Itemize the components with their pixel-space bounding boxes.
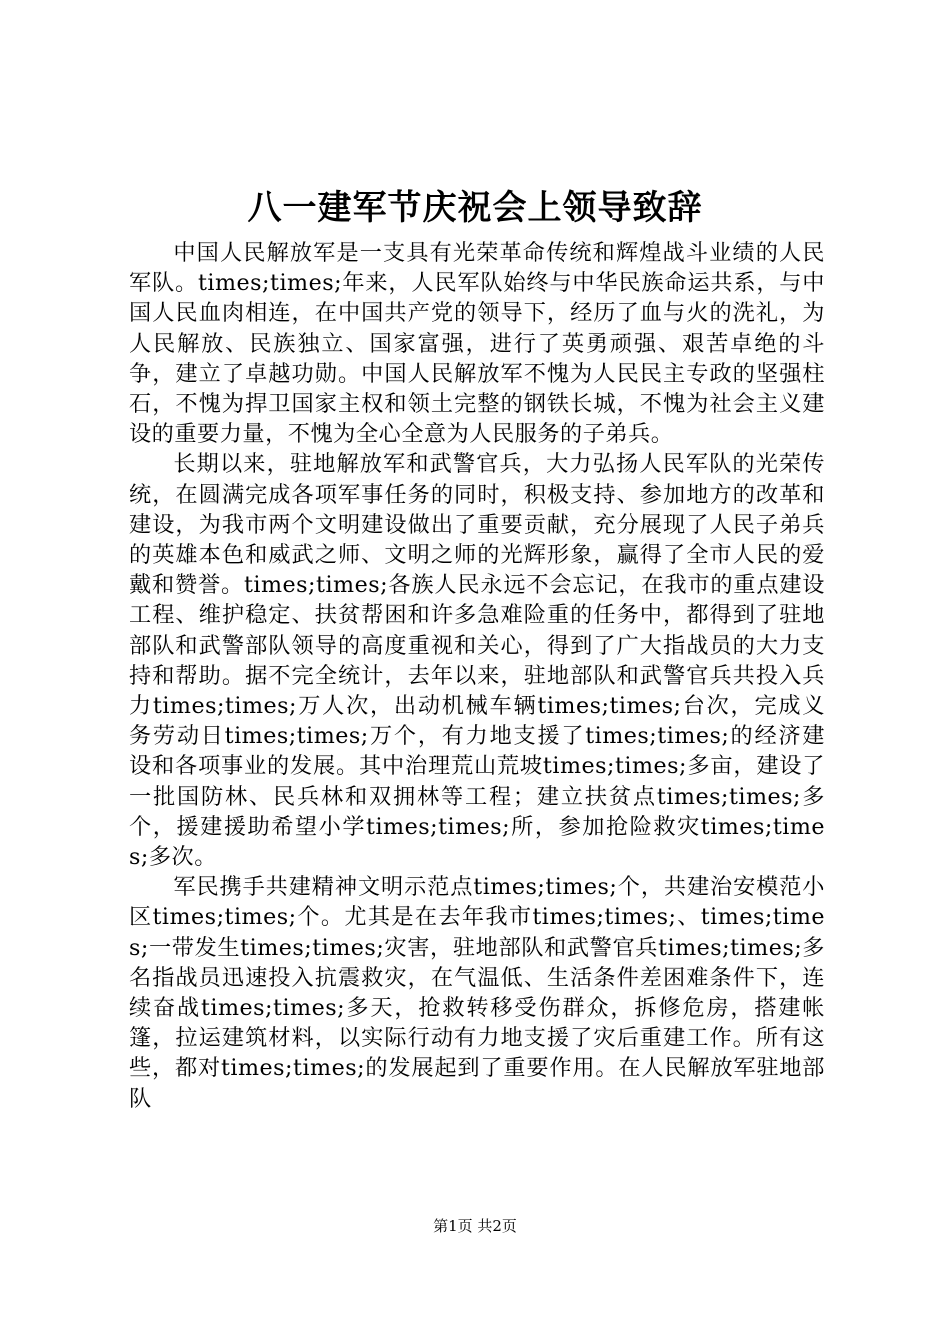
page-number-footer: 第1页 共2页 xyxy=(433,1217,517,1235)
document-title: 八一建军节庆祝会上领导致辞 xyxy=(247,188,703,228)
paragraph-3: 军民携手共建精神文明示范点times;times;个，共建治安模范小区times;times;个。尤其是在去年我市times;times;、times;times;一带发生times;times;灾害，驻地部队和武警官兵times;times;多名指战员迅速投入抗震救灾，在气温低、生活条件差困难条件下，连续奋战times;times;多天，抢救转移受伤群众，拆修危房，搭建帐篷，拉运建筑材料，以实际行动有力地支援了灾后重建工作。所有这些，都对times;times;的发展起到了重要作用。在人民解放军驻地部队 xyxy=(129,874,825,1112)
paragraph-2: 长期以来，驻地解放军和武警官兵，大力弘扬人民军队的光荣传统，在圆满完成各项军事任务的同时，积极支持、参加地方的改革和建设，为我市两个文明建设做出了重要贡献，充分展现了人民子弟兵的英雄本色和威武之师、文明之师的光辉形象，赢得了全市人民的爱戴和赞誉。times;times;各族人民永远不会忘记，在我市的重点建设工程、维护稳定、扶贫帮困和许多急难险重的任务中，都得到了驻地部队和武警部队领导的高度重视和关心，得到了广大指战员的大力支持和帮助。据不完全统计，去年以来，驻地部队和武警官兵共投入兵力times;times;万人次，出动机械车辆times;times;台次，完成义务劳动日times;times;万个，有力地支援了times;times;的经济建设和各项事业的发展。其中治理荒山荒坡times;times;多亩，建设了一批国防林、民兵林和双拥林等工程；建立扶贫点times;times;多个，援建援助希望小学times;times;所，参加抢险救灾times;times;多次。 xyxy=(129,451,825,871)
paragraph-1: 中国人民解放军是一支具有光荣革命传统和辉煌战斗业绩的人民军队。times;times;年来，人民军队始终与中华民族命运共系，与中国人民血肉相连，在中国共产党的领导下，经历了血与火的洗礼，为人民解放、民族独立、国家富强，进行了英勇顽强、艰苦卓绝的斗争，建立了卓越功勋。中国人民解放军不愧为人民民主专政的坚强柱石，不愧为捍卫国家主权和领土完整的钢铁长城，不愧为社会主义建设的重要力量，不愧为全心全意为人民服务的子弟兵。 xyxy=(129,240,825,448)
document-body xyxy=(129,238,825,1114)
